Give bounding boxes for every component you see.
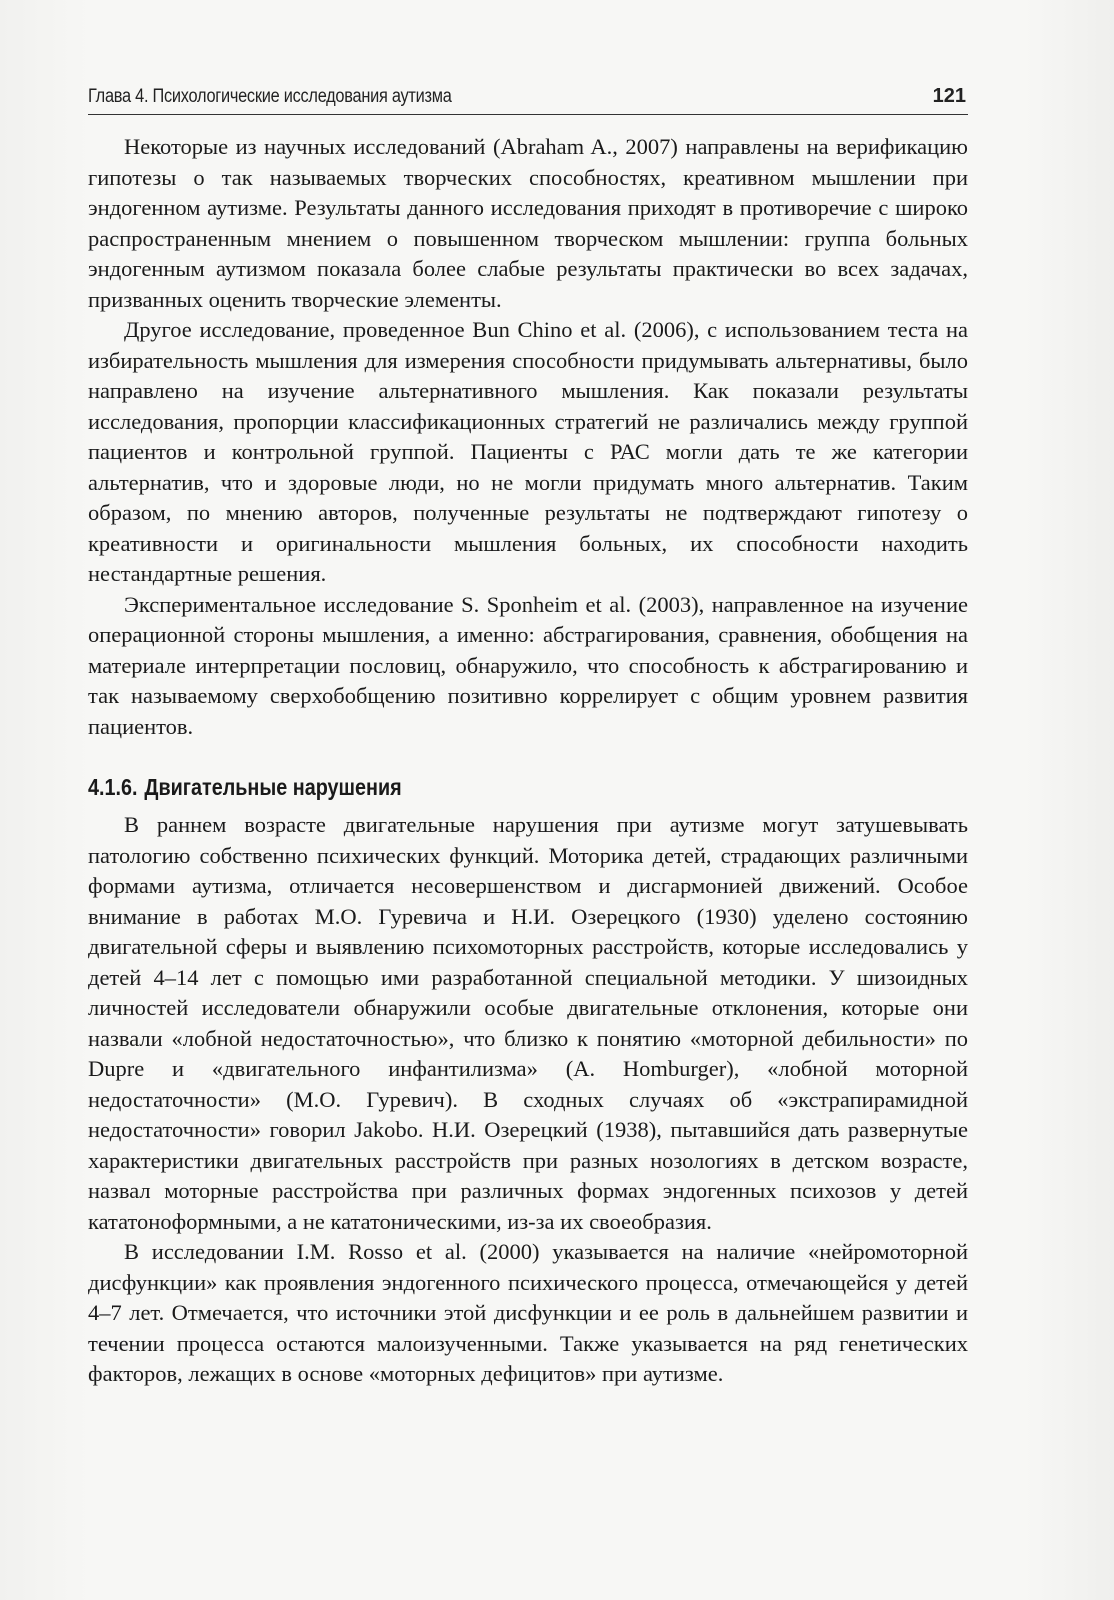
page-header [88,84,968,115]
section-title: Двигательные нарушения [144,774,402,800]
body-text [88,132,968,1390]
paragraph: В исследовании I.M. Rosso et al. (2000) указывается на наличие «нейромоторной дисфункции» как проявления эндогенного психического процесса, отмечающейся у детей 4–7 лет. Отмечается, что источники этой дисфункции и ее роль в дальнейшем развитии и течении процесса остаются малоизученными. Также указывается на ряд генетических факторов, лежащих в основе «моторных дефицитов» при аутизме. [88,1239,968,1386]
running-title: Глава 4. Психологические исследования аутизма [88,86,452,107]
paragraph: Другое исследование, проведенное Bun Chino et al. (2006), с использованием теста на избирательность мышления для измерения способности придумывать альтернативы, было направлено на изучение альтернативного мышления. Как показали результаты исследования, пропорции классификационных стратегий не различались между группой пациентов и контрольной группой. Пациенты с РАС могли дать те же категории альтернатив, что и здоровые люди, но не могли придумать много альтернатив. Таким образом, по мнению авторов, полученные результаты не подтверждают гипотезу о креативности и оригинальности мышления больных, их способности находить нестандартные решения. [88,317,968,586]
paragraph: В раннем возрасте двигательные нарушения при аутизме могут затушевывать патологию собственно психических функций. Моторика детей, страдающих различными формами аутизма, отличается несовершенством и дисгармонией движений. Особое внимание в работах М.О. Гуревича и Н.И. Озерецкого (1930) уделено состоянию двигательной сферы и выявлению психомоторных расстройств, которые исследовались у детей 4–14 лет с помощью ими разработанной специальной методики. У шизоидных личностей исследователи обнаружили особые двигательные отклонения, которые они назвали «лобной недостаточностью», что близко к понятию «моторной дебильности» по Dupre и «двигательного инфантилизма» (A. Homburger), «лобной моторной недостаточности» (М.О. Гуревич). В сходных случаях об «экстрапирамидной недостаточности» говорил Jakobo. Н.И. Озерецкий (1938), пытавшийся дать развернутые характеристики двигательных расстройств при разных нозологиях в детском возрасте, назвал моторные расстройства при различных формах эндогенных психозов у детей кататоноформными, а не кататоническими, из-за их своеобразия. [88,812,968,1234]
page-number: 121 [932,85,966,107]
section-heading [88,772,845,802]
paragraph: Экспериментальное исследование S. Sponheim et al. (2003), направленное на изучение операционной стороны мышления, а именно: абстрагирования, сравнения, обобщения на материале интерпретации пословиц, обнаружило, что способность к абстрагированию и так называемому сверхобобщению позитивно коррелирует с общим уровнем развития пациентов. [88,591,968,739]
section-number: 4.1.6. [88,774,138,800]
paragraph: Некоторые из научных исследований (Abraham A., 2007) направлены на верификацию гипотезы о так называемых творческих способностях, креативном мышлении при эндогенном аутизме. Результаты данного исследования приходят в противоречие с широко распространенным мнением о повышенном творческом мышлении: группа больных эндогенным аутизмом показала более слабые результаты практически во всех задачах, призванных оценить творческие элементы. [88,134,968,312]
